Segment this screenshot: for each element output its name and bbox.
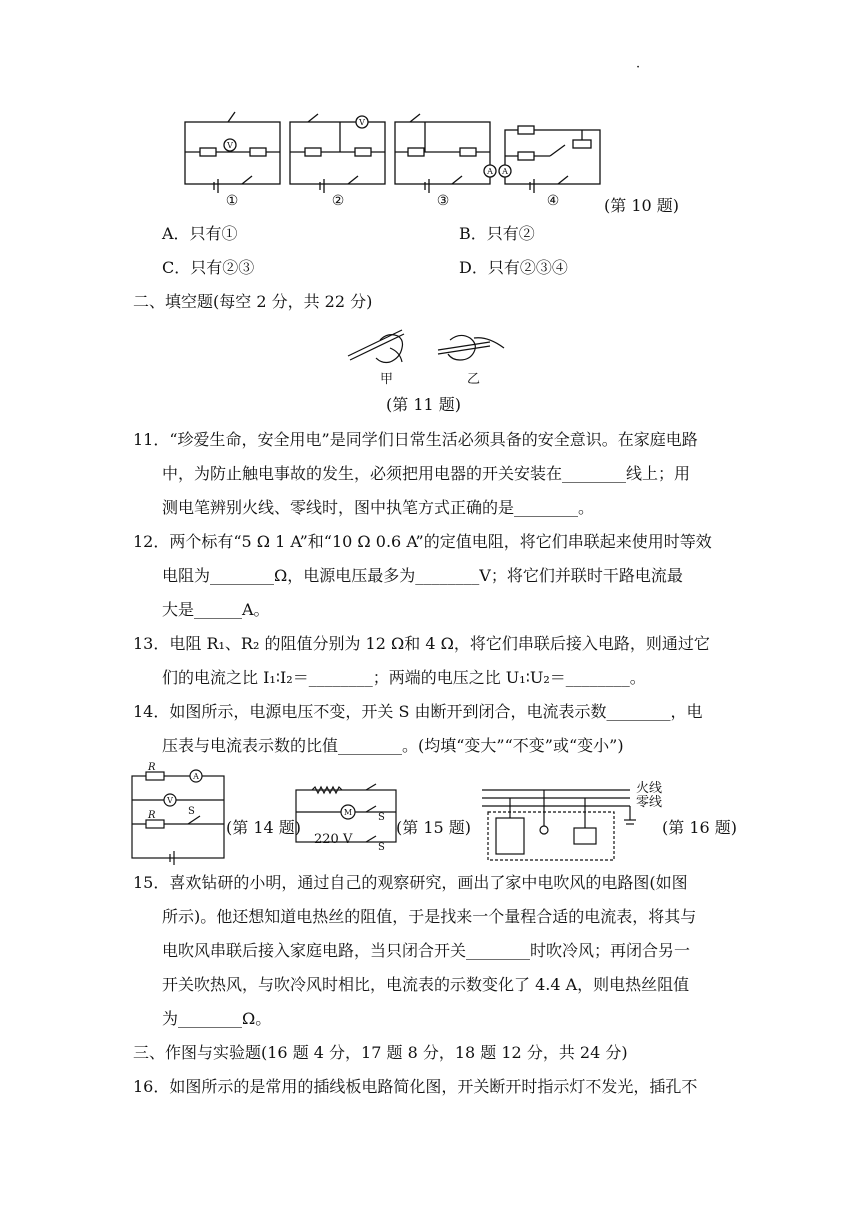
q15-line-1: 15．喜欢钻研的小明，通过自己的观察研究，画出了家中电吹风的电路图(如图 [133,873,688,892]
svg-text:V: V [359,118,365,127]
circuit-label-1: ① [225,193,239,209]
q11-line-3: 测电笔辨别火线、零线时，图中执笔方式正确的是________。 [162,498,595,517]
fig14-circuit [130,762,230,862]
svg-text:S: S [378,812,385,823]
svg-text:M: M [343,808,353,817]
q14-line-1: 14．如图所示，电源电压不变，开关 S 由断开到闭合，电流表示数________，电 [133,702,703,721]
fig14-caption: (第 14 题) [226,818,302,837]
fig16-neutral-wire: 零线 [636,795,663,810]
section3-heading: 三、作图与实验题(16 题 4 分，17 题 8 分，18 题 12 分，共 24 分) [133,1043,628,1062]
fig15-voltage: 220 V [314,832,353,847]
fig16-circuit [482,784,642,864]
q13-line-2: 们的电流之比 I₁∶I₂＝________；两端的电压之比 U₁∶U₂＝________。 [162,668,646,687]
q13-line-1: 13．电阻 R₁、R₂ 的阻值分别为 12 Ω和 4 Ω，将它们串联后接入电路，则通过它 [133,634,710,653]
q14-line-2: 压表与电流表示数的比值________。(均填“变大”“不变”或“变小”) [162,736,624,755]
q15-line-2: 所示)。他还想知道电热丝的阻值，于是找来一个量程合适的电流表，将其与 [162,907,697,926]
q10-caption: (第 10 题) [604,196,680,215]
q12-line-1: 12．两个标有“5 Ω 1 A”和“10 Ω 0.6 A”的定值电阻，将它们串联起来使用时等效 [133,532,712,551]
q10-circuits-figure [180,100,610,210]
svg-text:A: A [502,167,508,176]
fig15-caption: (第 15 题) [396,818,472,837]
svg-text:A: A [193,772,199,781]
svg-text:S: S [188,806,195,817]
circuit-label-3: ③ [436,193,450,209]
top-dot: · [636,60,641,75]
svg-text:A: A [487,167,493,176]
q11-line-1: 11．“珍爱生命，安全用电”是同学们日常生活必须具备的安全意识。在家庭电路 [133,430,698,449]
svg-text:R: R [148,810,156,821]
q10-option-b: B．只有② [459,224,535,243]
q11-line-2: 中，为防止触电事故的发生，必须把用电器的开关安装在________线上；用 [162,464,691,483]
fig16-caption: (第 16 题) [662,818,738,837]
q12-line-2: 电阻为________Ω，电源电压最多为________V；将它们并联时干路电流最 [162,566,683,585]
svg-text:R: R [148,762,156,773]
q10-option-c: C．只有②③ [162,258,255,277]
fig11-label-yi: 乙 [467,372,481,387]
q12-line-3: 大是______A。 [162,600,270,619]
q10-option-d: D．只有②③④ [459,258,568,277]
fig11-test-pens [340,322,520,382]
svg-text:V: V [227,141,233,150]
circuit-label-4: ④ [546,193,560,209]
section2-heading: 二、填空题(每空 2 分，共 22 分) [133,292,373,311]
svg-text:S: S [378,842,385,853]
q16-line-1: 16．如图所示的是常用的插线板电路简化图，开关断开时指示灯不发光，插孔不 [133,1077,698,1096]
q15-line-3: 电吹风串联后接入家庭电路，当只闭合开关________时吹冷风；再闭合另一 [162,941,691,960]
q15-line-5: 为________Ω。 [162,1009,272,1028]
q10-option-a: A．只有① [162,224,238,243]
svg-text:V: V [167,796,173,805]
fig11-label-jia: 甲 [380,372,394,387]
fig11-caption: (第 11 题) [386,395,462,414]
fig16-live-wire: 火线 [636,781,663,796]
q15-line-4: 开关吹热风，与吹冷风时相比，电流表的示数变化了 4.4 A，则电热丝阻值 [162,975,690,994]
circuit-label-2: ② [331,193,345,209]
